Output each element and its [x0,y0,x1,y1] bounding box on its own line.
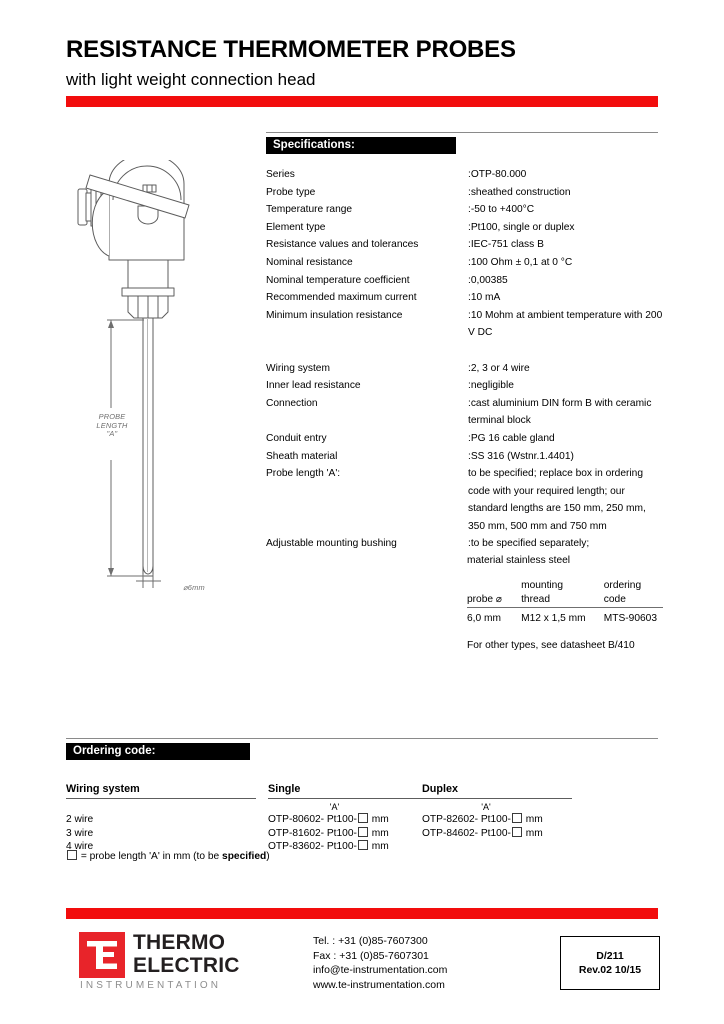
ordering-code-text: 2 wire [66,814,94,825]
ordering-code-text: 3 wire [66,827,94,839]
spec-value: :Pt100, single or duplex [468,221,575,233]
logo-subtitle-instrumentation: INSTRUMENTATION [80,980,222,991]
spec-value: :SS 316 (Wstnr.1.4401) [468,450,574,462]
spec-value: :10 Mohm at ambient temperature with 200 V DC [468,309,663,339]
spec-value: :2, 3 or 4 wire [468,362,530,374]
spec-label: Probe length 'A': [266,468,341,480]
spec-value: :IEC-751 class B [468,239,544,251]
spec-label: Nominal temperature coefficient [266,274,410,286]
ordering-code-text: OTP-80602- Pt100- [268,814,357,825]
spec-label: Temperature range [266,204,353,216]
ordering-code-unit: mm [368,841,389,853]
footer-red-bar [66,908,658,919]
box-glyph-icon [358,840,368,850]
spec-row [266,201,666,219]
spec-row [266,430,666,448]
bushing-cell-probe-diameter: 6,0 mm [467,613,501,624]
spec-row [266,219,666,237]
ordering-column-rule [268,798,423,799]
bushing-col-probe-diameter: probe ⌀ [467,579,521,608]
spec-row [266,395,666,430]
ordering-code-unit: mm [368,827,389,839]
document-revision: Rev.02 10/15 [578,964,642,976]
ordering-code-text: OTP-82602- Pt100- [422,814,511,825]
ordering-a-marker: 'A' [481,802,491,812]
ordering-code-text: 4 wire [66,841,94,853]
ordering-code-line [66,827,256,841]
spec-row [266,465,666,535]
bushing-col-ordering-code: ordering code [604,579,663,608]
spec-row [266,307,666,342]
page-subtitle: with light weight connection head [66,70,316,89]
te-monogram-icon [79,932,125,978]
ordering-code-line [66,813,256,827]
ordering-code-line [422,813,572,827]
spec-value: :cast aluminium DIN form B with ceramic terminal block [468,397,652,427]
ordering-section-header: Ordering code: [66,743,250,760]
ordering-a-marker: 'A' [329,802,340,812]
ordering-code-line [268,840,423,854]
ordering-code-unit: mm [368,814,389,825]
spec-row-spacer [266,342,666,360]
spec-label: Minimum insulation resistance [266,309,403,321]
spec-row [266,184,666,202]
specifications-top-rule [266,132,658,133]
probe-length-dimension [107,320,144,576]
ordering-code-text: OTP-81602- Pt100- [268,827,357,839]
company-logo [79,930,279,1002]
spec-value: to be specified; replace box in ordering code with your required length; our standard lengths are 150 mm, 250 mm, 350 mm, 500 mm and 750 mm [468,468,646,532]
specifications-list [266,166,666,553]
bushing-other-types-note: For other types, see datasheet B/410 [467,640,635,651]
logo-word-thermo: THERMO [133,931,226,954]
bushing-table-row [467,608,663,628]
logo-word-electric: ELECTRIC [133,954,240,977]
ordering-column-rule [66,798,256,799]
bushing-col-mounting-thread: mounting thread [521,579,604,608]
bushing-cell-mounting-thread: M12 x 1,5 mm [521,613,586,624]
spec-label: Resistance values and tolerances [266,239,419,251]
spec-row [266,535,666,553]
page-title: RESISTANCE THERMOMETER PROBES [66,36,516,63]
spec-row [266,289,666,307]
ordering-code-unit: mm [522,827,543,839]
ordering-column-rule [422,798,572,799]
spec-label: Connection [266,397,318,409]
spec-value: :OTP-80.000 [468,169,527,180]
specifications-section-header: Specifications: [266,137,456,154]
spec-row [266,254,666,272]
spec-label: Element type [266,221,326,233]
head-neck [122,260,174,296]
probe-technical-drawing [66,160,256,610]
spec-value: :0,00385 [468,274,508,286]
spec-value: :to be specified separately; [468,538,590,550]
spec-value: :100 Ohm ± 0,1 at 0 °C [468,256,573,268]
contact-website[interactable]: www.te-instrumentation.com [313,978,445,991]
document-code: D/211 [596,950,624,962]
ordering-code-line [66,840,256,854]
contact-fax: Fax : +31 (0)85-7607301 [313,949,429,962]
ordering-column [268,783,423,854]
spec-row [266,377,666,395]
ordering-column [66,783,256,854]
ordering-column-heading: Single [268,783,301,795]
ordering-column-heading: Duplex [422,783,458,795]
spec-label: Recommended maximum current [266,292,417,304]
ordering-code-line [268,813,423,827]
spec-label: Adjustable mounting bushing [266,538,397,550]
box-glyph-icon [512,827,522,837]
box-glyph-icon [358,813,368,823]
ordering-code-text: OTP-83602- Pt100- [268,841,357,853]
ordering-column-heading: Wiring system [66,783,140,795]
ordering-footnote: = probe length 'A' in mm (to be specified) [66,850,270,862]
bushing-table [467,579,663,627]
bushing-material-note: material stainless steel [467,555,571,566]
bushing-table-header-row [467,579,663,608]
ordering-code-text: OTP-84602- Pt100- [422,827,511,839]
hex-nipple [128,296,168,318]
ordering-code-line [268,827,423,841]
spec-row [266,448,666,466]
bushing-table-block [467,553,667,654]
ordering-top-rule [66,738,658,739]
probe-sheath [143,318,153,576]
spec-value: :-50 to +400°C [468,204,535,216]
ordering-column [422,783,572,840]
spec-row [266,272,666,290]
probe-length-dimension-label: PROBE LENGTH "A" [96,412,128,439]
probe-diameter-dimension-label: ⌀6mm [183,583,205,592]
spec-label: Wiring system [266,362,330,374]
spec-row [266,166,666,184]
box-glyph-icon [512,813,522,823]
spec-value: :negligible [468,380,514,392]
spec-value: :PG 16 cable gland [468,432,555,444]
document-reference-box [560,936,660,990]
spec-row [266,236,666,254]
ordering-code-line [422,827,572,841]
spec-label: Sheath material [266,450,338,462]
contact-tel: Tel. : +31 (0)85-7607300 [313,935,428,947]
spec-value: :10 mA [468,292,501,304]
spec-label: Conduit entry [266,432,327,444]
contact-email[interactable]: info@te-instrumentation.com [313,964,448,976]
ordering-code-unit: mm [522,814,543,825]
spec-row [266,360,666,378]
bushing-cell-ordering-code: MTS-90603 [603,613,657,624]
box-glyph-icon [358,827,368,837]
probe-drawing-svg [66,160,256,610]
spec-label: Probe type [266,186,316,198]
header-red-bar [66,96,658,107]
spec-label: Nominal resistance [266,256,353,268]
contact-block [313,934,447,992]
spec-label: Inner lead resistance [266,380,361,392]
ordering-a-marker [66,801,256,813]
spec-label: Series [266,169,295,180]
spec-value: :sheathed construction [468,186,571,198]
